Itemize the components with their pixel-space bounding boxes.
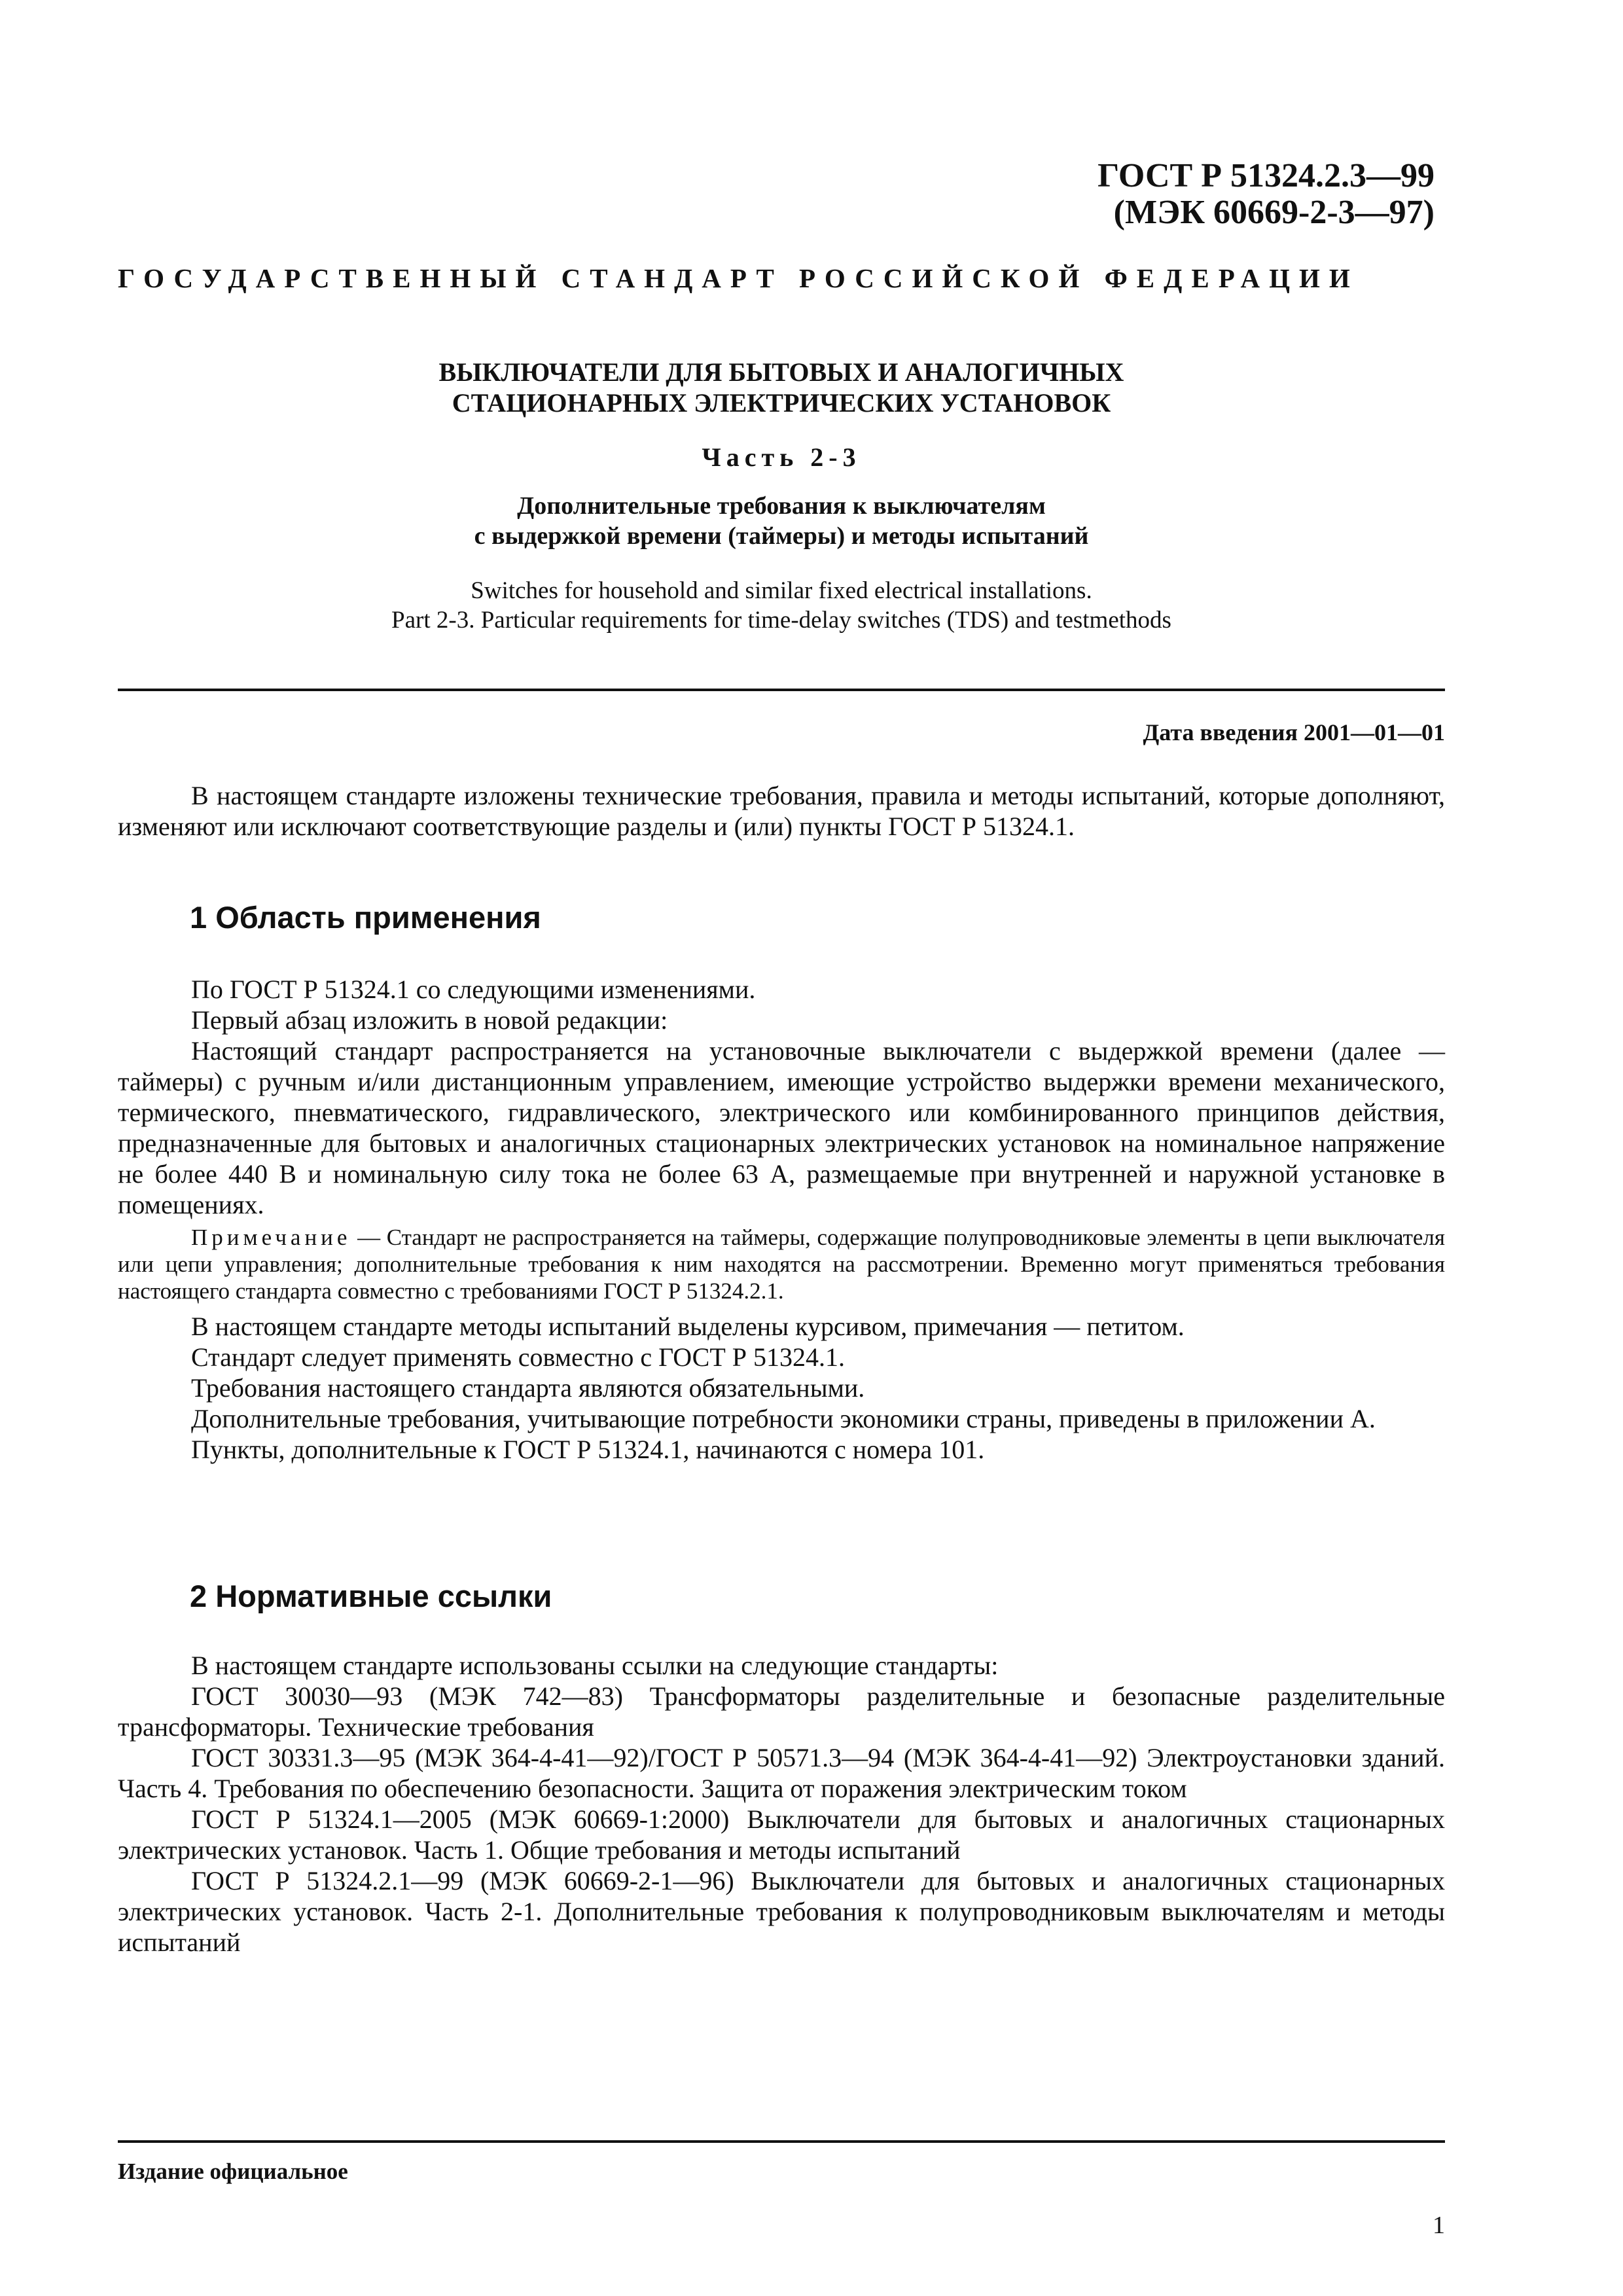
subtitle-ru-line1: Дополнительные требования к выключателям [517, 492, 1046, 520]
intro-paragraph: В настоящем стандарте изложены технические требования, правила и методы испытаний, которые дополняют, изменяют или исключают соответствующие разделы и (или) пункты ГОСТ Р 51324.1. [118, 781, 1445, 841]
document-subtitle-ru [118, 491, 1445, 551]
intro-block [118, 780, 1445, 842]
paragraph: Первый абзац изложить в новой редакции: [191, 1005, 668, 1035]
subtitle-ru-line2: с выдержкой времени (таймеры) и методы испытаний [474, 522, 1089, 550]
paragraph: По ГОСТ Р 51324.1 со следующими изменениями. [191, 975, 756, 1004]
paragraph: Требования настоящего стандарта являются обязательными. [191, 1373, 865, 1403]
introduction-date: Дата введения 2001—01—01 [1143, 719, 1445, 745]
title-ru-line2: СТАЦИОНАРНЫХ ЭЛЕКТРИЧЕСКИХ УСТАНОВОК [452, 388, 1111, 418]
state-standard-title: ГОСУДАРСТВЕННЫЙ СТАНДАРТ РОССИЙСКОЙ ФЕДЕРАЦИИ [118, 263, 1359, 293]
section-1-body [118, 974, 1445, 1465]
paragraph: Дополнительные требования, учитывающие потребности экономики страны, приведены в приложении А. [191, 1404, 1376, 1433]
document-title-ru [118, 357, 1445, 418]
paragraph: Стандарт следует применять совместно с ГОСТ Р 51324.1. [191, 1342, 846, 1372]
title-ru-line1: ВЫКЛЮЧАТЕЛИ ДЛЯ БЫТОВЫХ И АНАЛОГИЧНЫХ [438, 357, 1124, 387]
header-divider [118, 689, 1445, 691]
paragraph: Настоящий стандарт распространяется на установочные выключатели с выдержкой времени (далее — таймеры) с ручным и/или дистанционным управлением, имеющие устройство выдержки времени механического, термического, пневматического, гидравлического, электрического или комбинированного принципов действия, предназначенные для бытовых и аналогичных стационарных электрических установок на номинальное напряжение не более 440 В и номинальную силу тока не более 63 А, размещаемые при внутренней и наружной установке в помещениях. [118, 1036, 1445, 1219]
note-text: — Стандарт не распространяется на таймеры, содержащие полупроводниковые элементы в цепи выключателя или цепи управления; дополнительные требования к ним находятся на рассмотрении. Временно могут применяться требования настоящего стандарта совместно с требованиями ГОСТ Р 51324.2.1. [118, 1225, 1445, 1304]
section-2-body [118, 1650, 1445, 1958]
paragraph: В настоящем стандарте методы испытаний выделены курсивом, примечания — петитом. [191, 1312, 1185, 1341]
section-2-heading: 2 Нормативные ссылки [190, 1579, 552, 1613]
edition-label: Издание официальное [118, 2159, 348, 2184]
title-en-line2: Part 2-3. Particular requirements for time-delay switches (TDS) and testmethods [391, 607, 1171, 634]
part-label: Часть 2-3 [702, 442, 861, 472]
reference-item: ГОСТ 30030—93 (МЭК 742—83) Трансформаторы разделительные и безопасные разделительные трансформаторы. Технические требования [118, 1681, 1445, 1742]
note-paragraph [118, 1224, 1445, 1304]
document-title-en [118, 576, 1445, 635]
paragraph: Пункты, дополнительные к ГОСТ Р 51324.1, начинаются с номера 101. [191, 1435, 985, 1464]
reference-item: ГОСТ Р 51324.2.1—99 (МЭК 60669-2-1—96) Выключатели для бытовых и аналогичных стационарных электрических установок. Часть 2-1. Дополнительные требования к полупроводниковым выключателям и методы испытаний [118, 1866, 1445, 1957]
title-en-line1: Switches for household and similar fixed electrical installations. [471, 577, 1092, 604]
note-label: Примечание [191, 1225, 351, 1250]
paragraph: В настоящем стандарте использованы ссылки на следующие стандарты: [191, 1651, 999, 1680]
page-number: 1 [1433, 2212, 1445, 2239]
standard-code: ГОСТ Р 51324.2.3—99 [1097, 157, 1435, 194]
section-1-heading: 1 Область применения [190, 900, 541, 935]
iec-code: (МЭК 60669-2-3—97) [1113, 194, 1435, 231]
reference-item: ГОСТ 30331.3—95 (МЭК 364-4-41—92)/ГОСТ Р 50571.3—94 (МЭК 364-4-41—92) Электроустановки зданий. Часть 4. Требования по обеспечению безопасности. Защита от поражения электрическим током [118, 1743, 1445, 1803]
footer-divider [118, 2140, 1445, 2143]
reference-item: ГОСТ Р 51324.1—2005 (МЭК 60669-1:2000) Выключатели для бытовых и аналогичных стационарных электрических установок. Часть 1. Общие требования и методы испытаний [118, 1804, 1445, 1865]
